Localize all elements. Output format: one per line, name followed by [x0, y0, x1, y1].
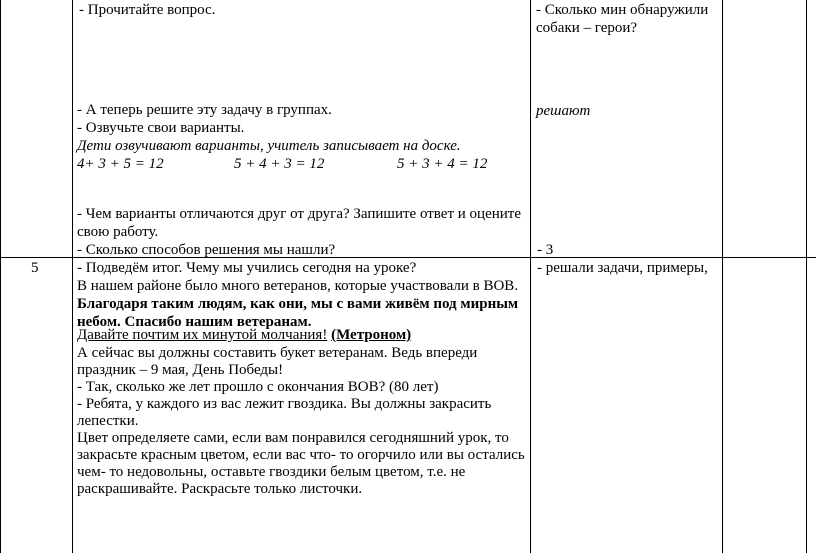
voice-variants-text: - Озвучьте свои варианты.: [77, 120, 245, 136]
teacher-note-text: Дети озвучивают варианты, учитель записывает на доске.: [77, 138, 461, 154]
summary-line-6: А сейчас вы должны составить букет ветеранам. Ведь впереди: [77, 345, 478, 361]
summary-line-3: Благодаря таким людям, как они, мы с вами живём под мирным: [77, 296, 519, 312]
table-border-left: [0, 0, 1, 553]
summary-line-13: чем- то недовольны, оставьте гвоздики белым цветом, т.е. не: [77, 464, 466, 480]
metronome-text: (Метроном): [331, 327, 412, 343]
equation-3: 5 + 3 + 4 = 12: [397, 156, 488, 172]
solved-tasks-answer: - решали задачи, примеры,: [537, 260, 708, 276]
mines-question-line1: - Сколько мин обнаружили: [536, 2, 709, 18]
count-answer-text: - 3: [537, 242, 554, 258]
summary-line-8: - Так, сколько же лет прошло с окончания ВОВ? (80 лет): [77, 379, 439, 395]
task-groups-text: - А теперь решите эту задачу в группах.: [77, 102, 332, 118]
difference-question-line1: - Чем варианты отличаются друг от друга? Запишите ответ и оцените: [77, 206, 521, 222]
equation-1: 4+ 3 + 5 = 12: [77, 156, 164, 172]
row-number-5: 5: [31, 260, 39, 276]
summary-line-12: закрасьте красным цветом, если вас что- то огорчило или вы остались: [77, 447, 525, 463]
solving-note-text: решают: [536, 103, 591, 119]
summary-line-1: - Подведём итог. Чему мы учились сегодня на уроке?: [77, 260, 417, 276]
difference-question-line2: свою работу.: [77, 224, 159, 240]
summary-line-9: - Ребята, у каждого из вас лежит гвоздика. Вы должны закрасить: [77, 396, 492, 412]
summary-line-7: праздник – 9 мая, День Победы!: [77, 362, 284, 378]
summary-line-2: В нашем районе было много ветеранов, которые участвовали в ВОВ.: [77, 278, 519, 294]
summary-line-11: Цвет определяете сами, если вам понравился сегодняшний урок, то: [77, 430, 509, 446]
summary-line-14: раскрашивайте. Раскрасьте только листочки.: [77, 481, 363, 497]
summary-line-4: небом. Спасибо нашим ветеранам.: [77, 314, 312, 330]
column-divider-4: [806, 0, 807, 553]
summary-line-10: лепестки.: [77, 413, 139, 429]
equations-row: [77, 155, 497, 173]
count-question-text: - Сколько способов решения мы нашли?: [77, 242, 336, 258]
minute-silence-text: Давайте почтим их минутой молчания!: [77, 327, 328, 343]
read-question-text: - Прочитайте вопрос.: [79, 2, 216, 18]
column-divider-3: [722, 0, 723, 553]
column-divider-2: [530, 0, 531, 553]
column-divider-1: [72, 0, 73, 553]
equation-2: 5 + 4 + 3 = 12: [234, 156, 325, 172]
mines-question-line2: собаки – герои?: [536, 20, 638, 36]
summary-line-5: [77, 326, 411, 344]
